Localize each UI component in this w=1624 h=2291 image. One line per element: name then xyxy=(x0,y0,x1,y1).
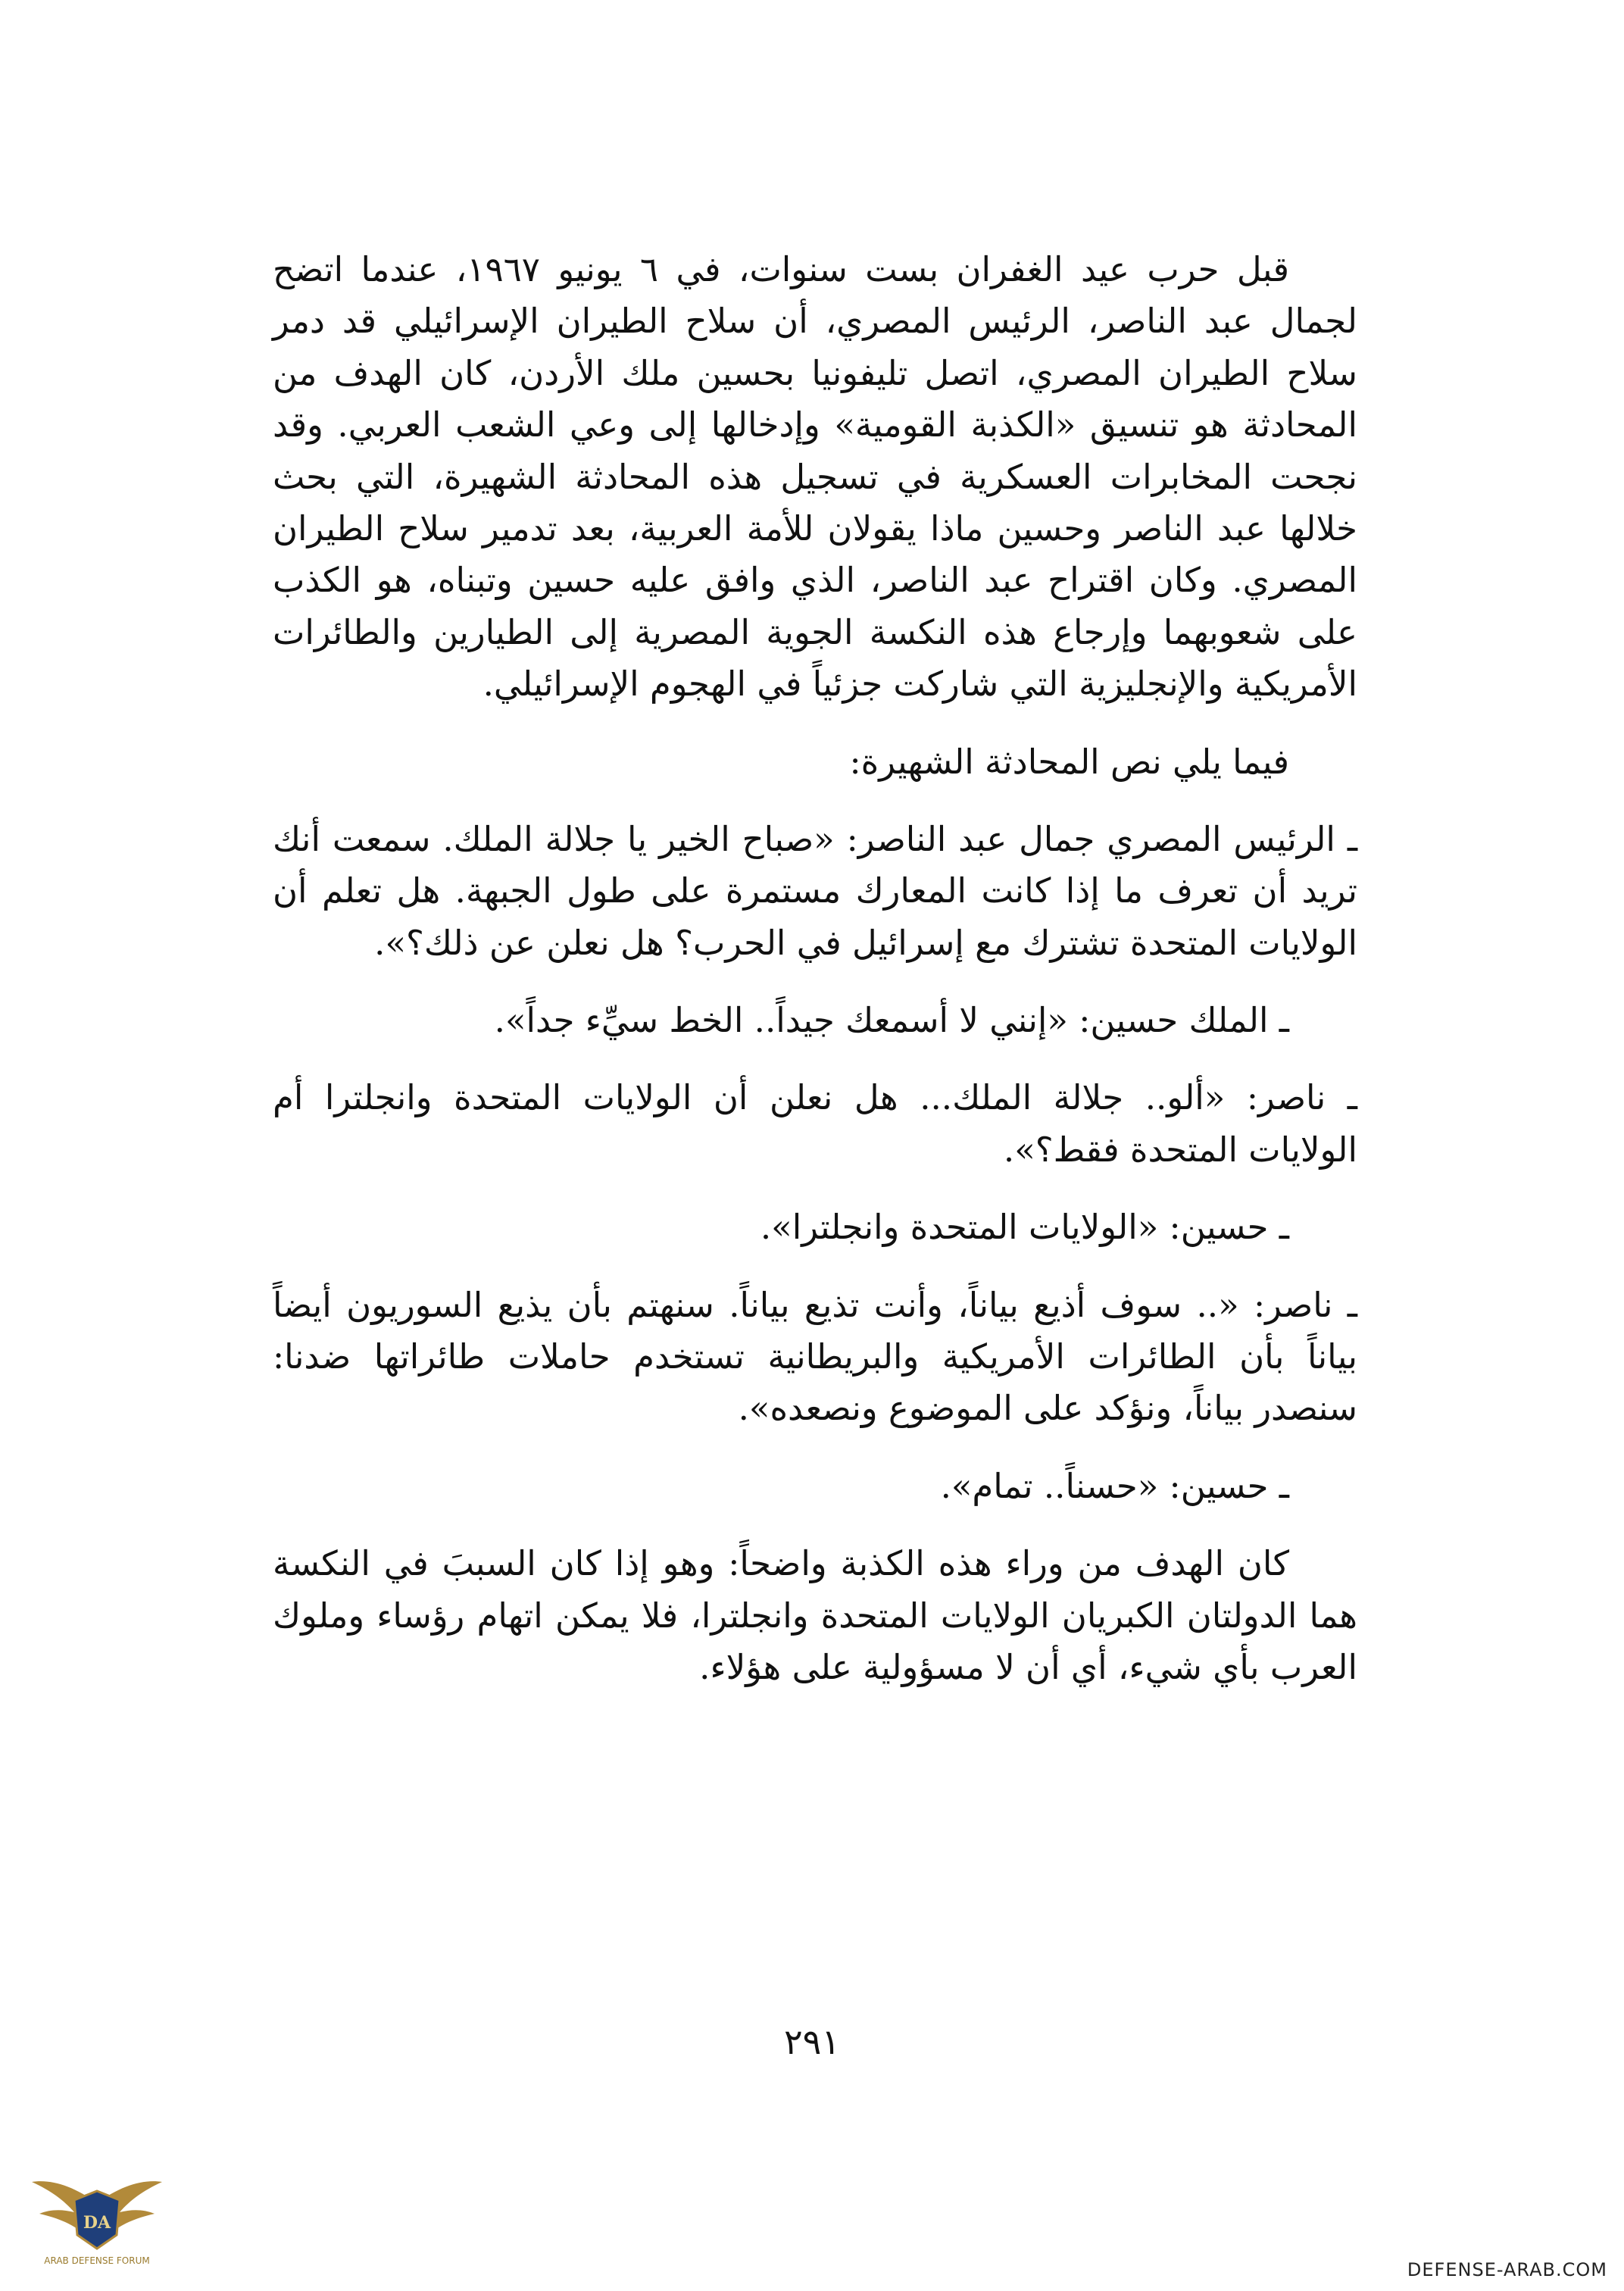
forum-logo-icon xyxy=(29,2156,165,2285)
logo-initials: DA xyxy=(83,2213,111,2233)
paragraph-nasser-1: ـ الرئيس المصري جمال عبد الناصر: «صباح الخير يا جلالة الملك. سمعت أنك تريد أن تعرف ما إذا كانت المعارك مستمرة على طول الجبهة. هل تعلم أن الولايات المتحدة تشترك مع إسرائيل في الحرب؟ هل نعلن عن ذلك؟». xyxy=(273,818,1357,963)
logo-caption: ARAB DEFENSE FORUM xyxy=(44,2255,150,2266)
paragraph-nasser-3: ـ ناصر: «.. سوف أذيع بياناً، وأنت تذيع بياناً. سنهتم بأن يذيع السوريون أيضاً بياناً بأن الطائرات الأمريكية والبريطانية تستخدم حاملات طائراتها ضدنا: سنصدر بياناً، ونؤكد على الموضوع ونصعده». xyxy=(273,1284,1357,1429)
paragraph-hussein-1: ـ الملك حسين: «إنني لا أسمعك جيداً.. الخط سيِّء جداً». xyxy=(494,1000,1289,1041)
paragraph-transcript-heading: فيما يلي نص المحادثة الشهيرة: xyxy=(849,741,1289,782)
paragraph-hussein-2: ـ حسين: «الولايات المتحدة وانجلترا». xyxy=(760,1207,1289,1248)
paragraph-nasser-2: ـ ناصر: «ألو.. جلالة الملك... هل نعلن أن الولايات المتحدة وانجلترا أم الولايات المتحدة فقط؟». xyxy=(273,1077,1357,1170)
site-watermark: DEFENSE-ARAB.COM xyxy=(1407,2259,1607,2280)
body-text xyxy=(273,244,1357,1719)
page-number: ٢٩١ xyxy=(783,2021,841,2062)
paragraph-intro: قبل حرب عيد الغفران بست سنوات، في ٦ يونيو ١٩٦٧، عندما اتضح لجمال عبد الناصر، الرئيس المصري، أن سلاح الطيران الإسرائيلي قد دمر سلاح الطيران المصري، اتصل تليفونيا بحسين ملك الأردن، كان الهدف من المحادثة هو تنسيق «الكذبة القومية» وإدخالها إلى وعي الشعب العربي. وقد نجحت المخابرات العسكرية في تسجيل هذه المحادثة الشهيرة، التي بحث خلالها عبد الناصر وحسين ماذا يقولان للأمة العربية، بعد تدمير سلاح الطيران المصري. وكان اقتراح عبد الناصر، الذي وافق عليه حسين وتبناه، هو الكذب على شعوبهما وإرجاع هذه النكسة الجوية المصرية إلى الطيارين والطائرات الأمريكية والإنجليزية التي شاركت جزئياً في الهجوم الإسرائيلي. xyxy=(273,249,1357,705)
paragraph-hussein-3: ـ حسين: «حسناً.. تمام». xyxy=(940,1465,1289,1506)
paragraph-conclusion: كان الهدف من وراء هذه الكذبة واضحاً: وهو إذا كان السببَ في النكسة هما الدولتان الكبريان الولايات المتحدة وانجلترا، فلا يمكن اتهام رؤساء وملوك العرب بأي شيء، أي أن لا مسؤولية على هؤلاء. xyxy=(273,1543,1357,1687)
